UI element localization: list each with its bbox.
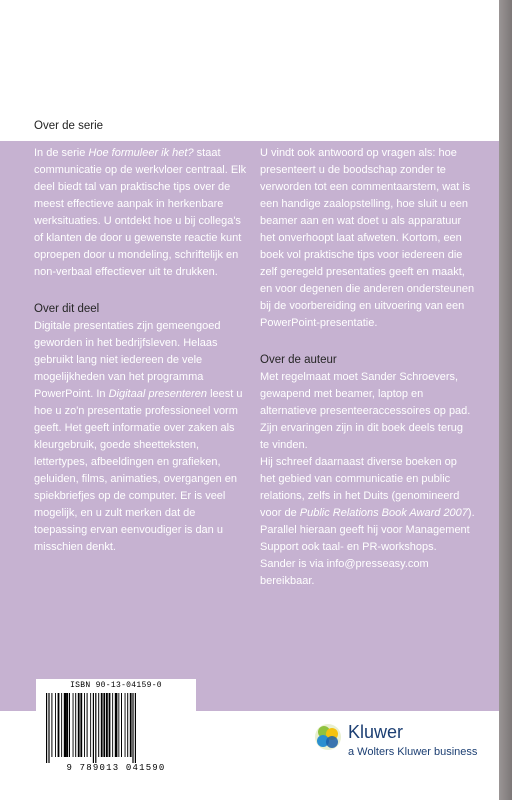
page-edge (499, 0, 512, 800)
isbn-barcode-box (36, 679, 196, 777)
kluwer-logo (300, 715, 490, 775)
series-paragraph-2: U vindt ook antwoord op vragen als: hoe presenteert u de boodschap zonder te verworden tot een commentaarstem, wat is een handige zaalopstelling, hoe sluit u een beamer aan en wat doet u als apparatuur het onverhoopt laat afweten. Kortom, een boek vol praktische tips voor iedereen die zelf geregeld presentaties geeft en maakt, en voor degenen die anderen ondersteunen bij de voorbereiding en uitvoering van een PowerPoint-presentatie. (260, 147, 475, 329)
heading-over-dit-deel: Over dit deel (34, 303, 100, 315)
author-paragraph-1: Met regelmaat moet Sander Schroevers, gewapend met beamer, laptop en alternatieve presenteeraccessoires op pad. Zijn ervaringen zijn in dit boek deels terug te vinden. (260, 371, 471, 451)
heading-over-de-serie: Over de serie (34, 120, 104, 132)
deel-paragraph: Digitale presentaties zijn gemeengoed geworden in het bedrijfsleven. Helaas gebruikt lang niet iedereen de vele mogelijkheden van het programma PowerPoint. In Digitaal presenteren leest u hoe u zo'n presentatie professioneel vorm geeft. Het geeft informatie over zaken als kleurgebruik, goede sheetteksten, lettertypes, afbeeldingen en grafieken, geluiden, films, animaties, overgangen en spiekbriefjes op de computer. Er is veel mogelijk, en u zult merken dat de toepassing ervan eenvoudiger is dan u misschien denkt. (34, 320, 243, 553)
globe-icon (314, 723, 342, 751)
left-column (34, 145, 249, 556)
barcode (44, 693, 190, 763)
brand-name: Kluwer (348, 722, 404, 742)
author-paragraph-2: Hij schreef daarnaast diverse boeken op het gebied van communicatie en public relations, zelfs in het Duits (genomineerd voor de Public Relations Book Award 2007). Parallel hieraan geeft hij voor Management Support ook taal- en PR-workshops. Sander is via info@presseasy.com bereikbaar. (260, 456, 475, 587)
isbn-label: ISBN 90-13-04159-0 (70, 681, 162, 690)
heading-over-de-auteur: Over de auteur (260, 354, 337, 366)
barcode-number: 9 789013 041590 (66, 763, 166, 773)
brand-tagline: a Wolters Kluwer business (348, 746, 478, 758)
series-paragraph-1: In de serie Hoe formuleer ik het? staat communicatie op de werkvloer centraal. Elk deel biedt tal van praktische tips over de meest effectieve aanpak in herkenbare werksituaties. U ontdekt hoe u bij collega's of klanten de door u gewenste reactie kunt oproepen door u mondeling, schriftelijk en non-verbaal effectiever uit te drukken. (34, 147, 247, 278)
right-column (260, 145, 475, 590)
